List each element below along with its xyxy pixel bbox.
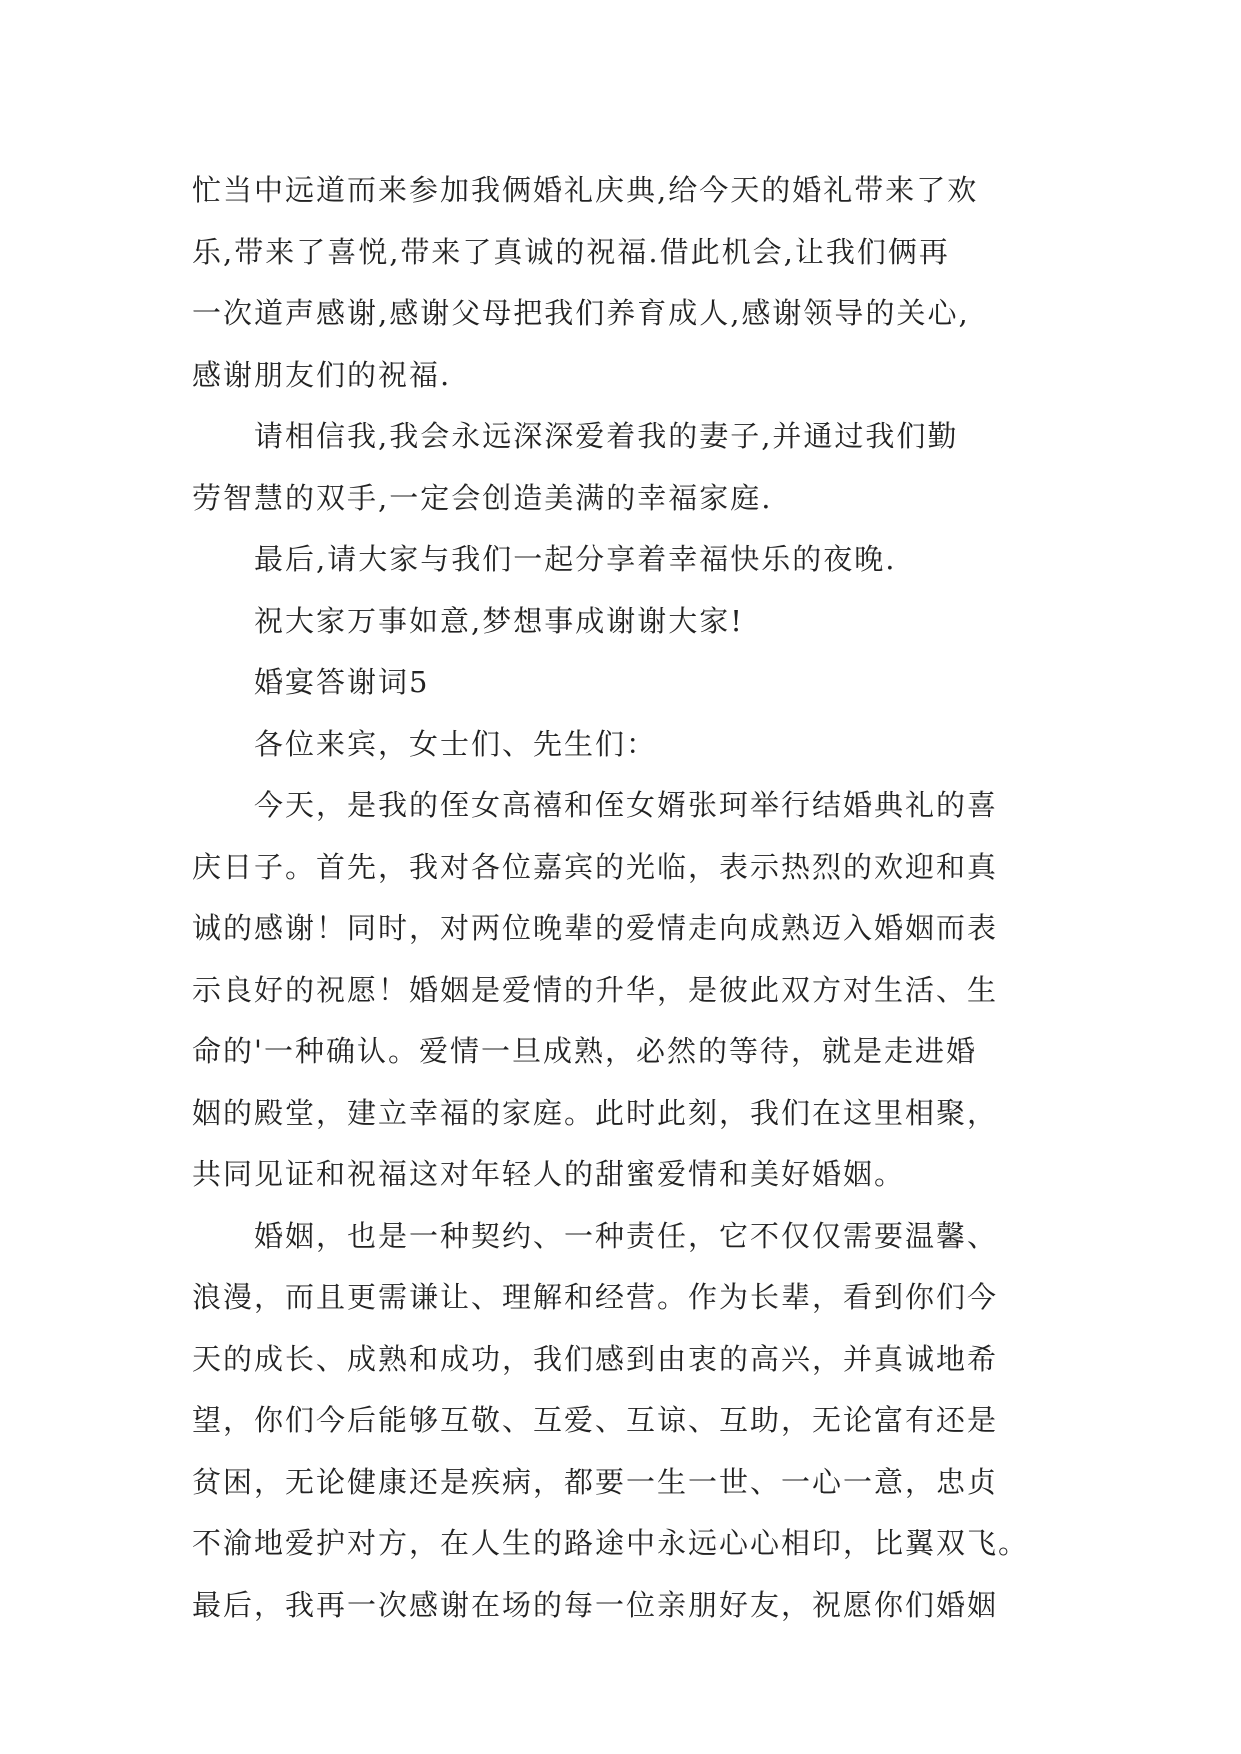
- text-line: 乐,带来了喜悦,带来了真诚的祝福.借此机会,让我们俩再: [192, 234, 950, 269]
- document-body: [192, 160, 1052, 1636]
- text-line: 示良好的祝愿！婚姻是爱情的升华，是彼此双方对生活、生: [192, 972, 999, 1007]
- text-line: 祝大家万事如意,梦想事成谢谢大家!: [254, 603, 744, 638]
- text-line: 诚的感谢！同时，对两位晚辈的爱情走向成熟迈入婚姻而表: [192, 911, 999, 945]
- section-heading: 婚宴答谢词5: [254, 665, 430, 699]
- text-line: 庆日子。首先，我对各位嘉宾的光临，表示热烈的欢迎和真: [192, 849, 999, 884]
- salutation: 各位来宾，女士们、先生们：: [254, 726, 658, 761]
- text-line: 一次道声感谢,感谢父母把我们养育成人,感谢领导的关心,: [192, 296, 970, 330]
- text-line: 共同见证和祝福这对年轻人的甜蜜爱情和美好婚姻。: [192, 1157, 906, 1191]
- text-line: 望，你们今后能够互敬、互爱、互谅、互助，无论富有还是: [192, 1403, 999, 1437]
- text-line: 最后，我再一次感谢在场的每一位亲朋好友，祝愿你们婚姻: [192, 1587, 999, 1622]
- text-line: 姻的殿堂，建立幸福的家庭。此时此刻，我们在这里相聚，: [192, 1095, 999, 1130]
- text-line: 贫困，无论健康还是疾病，都要一生一世、一心一意，忠贞: [192, 1464, 999, 1499]
- text-line: 浪漫，而且更需谦让、理解和经营。作为长辈，看到你们今: [192, 1280, 999, 1314]
- text-line: 今天，是我的侄女高禧和侄女婿张珂举行结婚典礼的喜: [254, 788, 999, 822]
- text-line: 忙当中远道而来参加我俩婚礼庆典,给今天的婚礼带来了欢: [192, 173, 979, 207]
- text-line: 不渝地爱护对方，在人生的路途中永远心心相印，比翼双飞。: [192, 1526, 1030, 1560]
- text-line: 最后,请大家与我们一起分享着幸福快乐的夜晚.: [254, 542, 897, 576]
- text-line: 请相信我,我会永远深深爱着我的妻子,并通过我们勤: [254, 419, 959, 453]
- text-line: 婚姻，也是一种契约、一种责任，它不仅仅需要温馨、: [254, 1218, 999, 1253]
- text-line: 感谢朋友们的祝福.: [192, 357, 452, 392]
- text-line: 天的成长、成熟和成功，我们感到由衷的高兴，并真诚地希: [192, 1341, 999, 1376]
- text-line: 命的'一种确认。爱情一旦成熟，必然的等待，就是走进婚: [192, 1034, 977, 1068]
- text-line: 劳智慧的双手,一定会创造美满的幸福家庭.: [192, 480, 773, 515]
